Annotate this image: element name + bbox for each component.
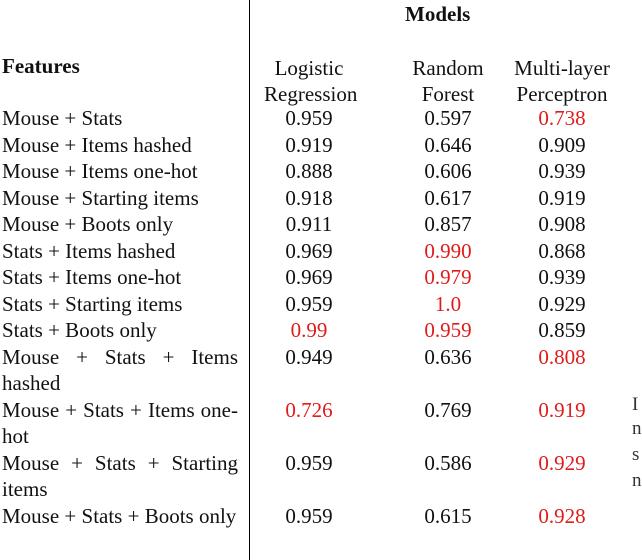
score-cell: 0.990 xyxy=(424,238,472,263)
cutoff-text: I xyxy=(632,394,639,415)
score-cell: 0.969 xyxy=(285,265,333,289)
table-row xyxy=(0,158,640,185)
score-cell: 0.919 xyxy=(538,185,586,210)
results-table-body xyxy=(0,105,640,529)
score-cell: 0.646 xyxy=(424,132,472,157)
table-row xyxy=(0,105,640,132)
table-row xyxy=(0,503,640,530)
score-cell: 0.868 xyxy=(538,238,586,263)
feature-label: Mouse + Items hashed xyxy=(2,132,192,157)
column-header-logistic-regression: Logistic Regression xyxy=(264,56,358,106)
feature-label: Stats + Boots only xyxy=(2,318,157,342)
feature-label: Mouse + Starting items xyxy=(2,185,199,210)
score-cell: 0.919 xyxy=(285,132,333,157)
cutoff-text: n xyxy=(632,470,642,491)
score-cell: 0.959 xyxy=(285,291,333,316)
table-row xyxy=(0,317,640,344)
score-cell: 0.909 xyxy=(538,132,586,157)
score-cell: 0.859 xyxy=(538,318,586,342)
score-cell: 0.939 xyxy=(538,159,586,183)
cutoff-text: n xyxy=(632,418,642,439)
column-header-multi-layer-perceptron: Multi-layer Perceptron xyxy=(514,56,610,106)
models-header: Models xyxy=(405,2,471,26)
score-cell: 0.959 xyxy=(424,318,472,342)
table-row xyxy=(0,344,640,397)
table-row xyxy=(0,397,640,450)
feature-label: Mouse + Stats xyxy=(2,106,123,130)
feature-label: Stats + Items hashed xyxy=(2,238,176,263)
score-cell: 0.939 xyxy=(538,265,586,289)
score-cell: 0.586 xyxy=(424,450,472,475)
score-cell: 1.0 xyxy=(434,291,462,316)
score-cell: 0.636 xyxy=(424,344,472,369)
score-cell: 0.918 xyxy=(285,185,333,210)
table-row xyxy=(0,185,640,212)
score-cell: 0.959 xyxy=(285,503,333,528)
score-cell: 0.928 xyxy=(538,503,586,528)
table-row xyxy=(0,132,640,159)
table-row xyxy=(0,211,640,238)
feature-label: Mouse + Stats + Starting items xyxy=(2,450,238,501)
feature-label: Stats + Starting items xyxy=(2,291,183,316)
score-cell: 0.929 xyxy=(538,291,586,316)
score-cell: 0.726 xyxy=(285,397,333,422)
score-cell: 0.606 xyxy=(424,159,472,183)
score-cell: 0.615 xyxy=(424,503,472,528)
score-cell: 0.597 xyxy=(424,106,472,130)
score-cell: 0.929 xyxy=(538,450,586,475)
score-cell: 0.908 xyxy=(538,212,586,236)
score-cell: 0.857 xyxy=(424,212,472,236)
cutoff-text: s xyxy=(632,444,640,465)
table-row xyxy=(0,291,640,318)
feature-label: Mouse + Stats + Boots only xyxy=(2,503,237,528)
feature-label: Mouse + Stats + Items hashed xyxy=(2,344,238,395)
feature-label: Mouse + Boots only xyxy=(2,212,174,236)
feature-label: Stats + Items one-hot xyxy=(2,265,182,289)
features-header: Features xyxy=(2,54,80,78)
feature-label: Mouse + Items one-hot xyxy=(2,159,198,183)
score-cell: 0.919 xyxy=(538,397,586,422)
score-cell: 0.617 xyxy=(424,185,472,210)
column-header-random-forest: Random Forest xyxy=(412,56,484,106)
score-cell: 0.959 xyxy=(285,450,333,475)
table-row xyxy=(0,264,640,291)
score-cell: 0.99 xyxy=(290,318,328,342)
feature-label: Mouse + Stats + Items one-hot xyxy=(2,397,238,448)
score-cell: 0.911 xyxy=(285,212,333,236)
score-cell: 0.979 xyxy=(424,265,472,289)
score-cell: 0.969 xyxy=(285,238,333,263)
score-cell: 0.769 xyxy=(424,397,472,422)
score-cell: 0.808 xyxy=(538,344,586,369)
table-row xyxy=(0,238,640,265)
score-cell: 0.888 xyxy=(285,159,333,183)
score-cell: 0.959 xyxy=(285,106,333,130)
table-row xyxy=(0,450,640,503)
score-cell: 0.738 xyxy=(538,106,586,130)
score-cell: 0.949 xyxy=(285,344,333,369)
